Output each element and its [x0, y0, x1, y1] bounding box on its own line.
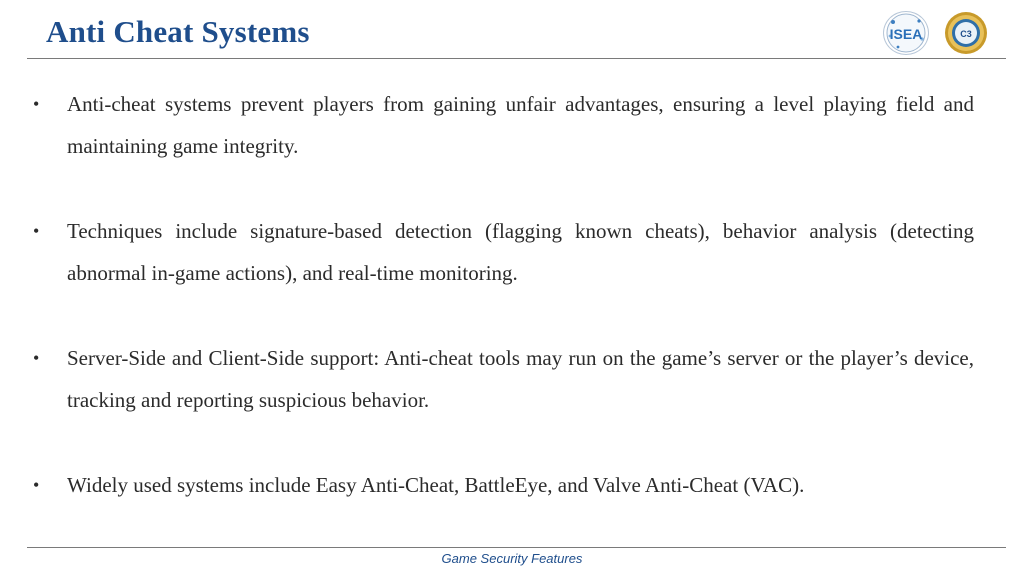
- bullet-dot-icon: •: [33, 94, 40, 114]
- bullet-item: [31, 210, 974, 294]
- bullet-item: [31, 83, 974, 167]
- c3-logo-text: C3: [960, 29, 972, 39]
- footer-divider: [27, 547, 1006, 548]
- slide-title: Anti Cheat Systems: [46, 14, 310, 49]
- bullet-dot-icon: •: [33, 475, 40, 495]
- bullet-item: [31, 464, 974, 506]
- bullet-item: [31, 337, 974, 421]
- bullet-dot-icon: •: [33, 221, 40, 241]
- c3-logo: [943, 11, 989, 55]
- bullet-text: Anti-cheat systems prevent players from gaining unfair advantages, ensuring a level playing field and maintaining game integrity.: [67, 92, 974, 158]
- isea-logo: [883, 11, 929, 55]
- header-divider: [27, 58, 1006, 59]
- isea-logo-text: ISEA: [889, 26, 923, 42]
- bullet-text: Widely used systems include Easy Anti-Cheat, BattleEye, and Valve Anti-Cheat (VAC).: [67, 473, 805, 497]
- bullet-list: [31, 83, 974, 549]
- bullet-text: Server-Side and Client-Side support: Anti-cheat tools may run on the game’s server or the player’s device, tracking and reporting suspicious behavior.: [67, 346, 974, 412]
- footer-text: Game Security Features: [441, 551, 583, 566]
- bullet-text: Techniques include signature-based detection (flagging known cheats), behavior analysis (detecting abnormal in-game actions), and real-time monitoring.: [67, 219, 974, 285]
- bullet-dot-icon: •: [33, 348, 40, 368]
